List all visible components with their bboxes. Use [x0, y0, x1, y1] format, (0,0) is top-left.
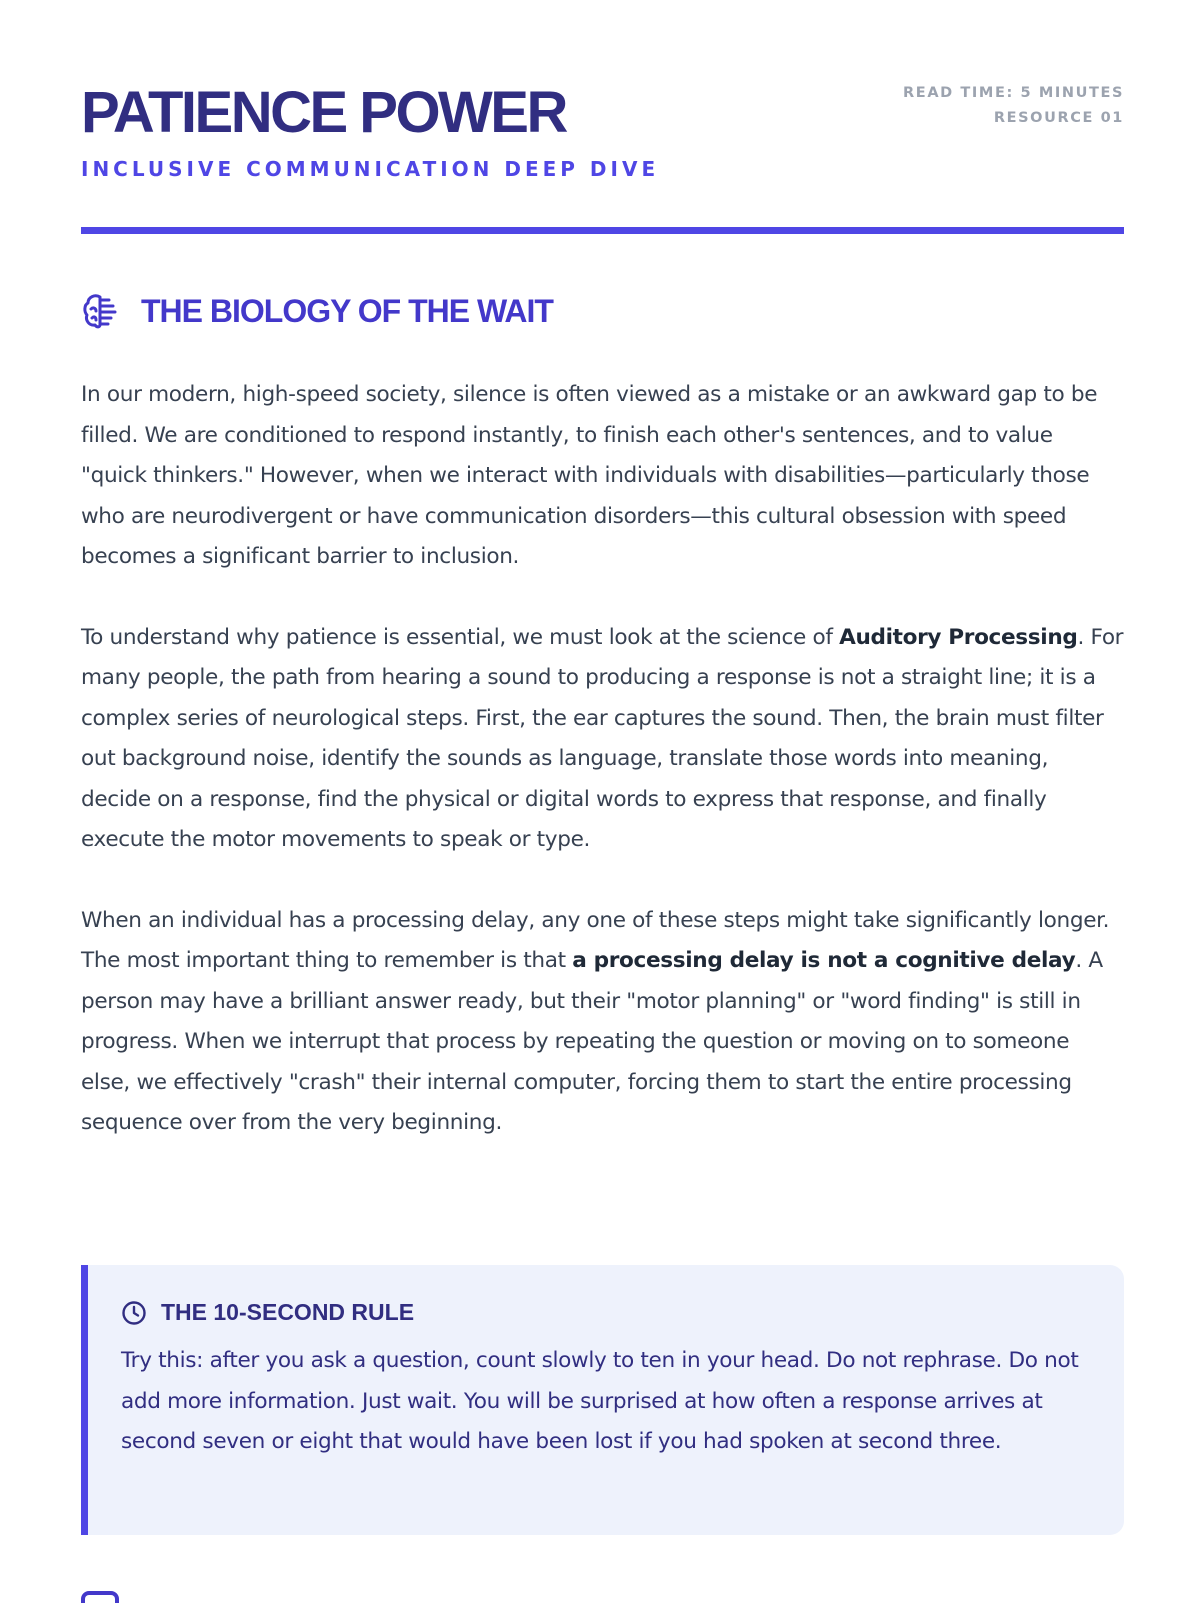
- resource-number-label: RESOURCE 01: [993, 110, 1124, 126]
- body-paragraph: [81, 901, 1124, 1144]
- callout-text: Try this: after you ask a question, count slowly to ten in your head. Do not rephrase. Do not add more information. Just wait. You will be surprised at how often a response arrives at second seven or eight that would have been lost if you had spoken at second three.: [121, 1348, 1079, 1454]
- read-time-label: READ TIME: 5 MINUTES: [903, 85, 1124, 101]
- next-section-icon: [81, 1591, 119, 1603]
- article-body: [81, 375, 1124, 1184]
- callout-title: THE 10-SECOND RULE: [161, 1299, 415, 1325]
- emphasis-text: Auditory Processing: [839, 624, 1078, 650]
- callout-heading: [121, 1299, 414, 1326]
- paragraph-text: . A person may have a brilliant answer ready, but their "motor planning" or "word finding" is still in progress. When we interrupt that process by repeating the question or moving on to someone else, we effectively "crash" their internal computer, forcing them to start the entire processing sequence over from the very beginning.: [81, 948, 1103, 1135]
- section-title: THE BIOLOGY OF THE WAIT: [141, 292, 553, 329]
- body-paragraph: [81, 375, 1124, 578]
- page-title: PATIENCE POWER: [81, 80, 566, 145]
- body-paragraph: [81, 618, 1124, 861]
- resource-meta: [903, 81, 1124, 131]
- page: [81, 0, 1124, 1454]
- paragraph-text: To understand why patience is essential, we must look at the science of: [81, 624, 840, 650]
- clock-icon: [121, 1300, 147, 1326]
- header: [81, 0, 1124, 234]
- emphasis-text: a processing delay is not a cognitive delay: [572, 948, 1076, 973]
- paragraph-text: . For many people, the path from hearing a sound to producing a response is not a straight line; it is a complex series of neurological steps. First, the ear captures the sound. Then, the brain must filter out background noise, identify the sounds as language, translate those words into meaning, decide on a response, find the physical or digital words to express that response, and finally execute the motor movements to speak or type.: [81, 624, 1124, 852]
- paragraph-text: In our modern, high-speed society, silence is often viewed as a mistake or an awkward gap to be filled. We are conditioned to respond instantly, to finish each other's sentences, and to value "quick thinkers." However, when we interact with individuals with disabilities—particularly those who are neurodivergent or have communication disorders—this cultural obsession with speed becomes a significant barrier to inclusion.: [81, 382, 1098, 569]
- page-subtitle: INCLUSIVE COMMUNICATION DEEP DIVE: [81, 157, 660, 181]
- header-divider: [81, 227, 1124, 234]
- paragraph-text: When an individual has a processing delay, any one of these steps might take significantly longer. The most important thing to remember is that: [81, 907, 1110, 973]
- brain-icon: [81, 292, 119, 330]
- tip-callout: [81, 1265, 1124, 1535]
- section-heading: [81, 288, 553, 334]
